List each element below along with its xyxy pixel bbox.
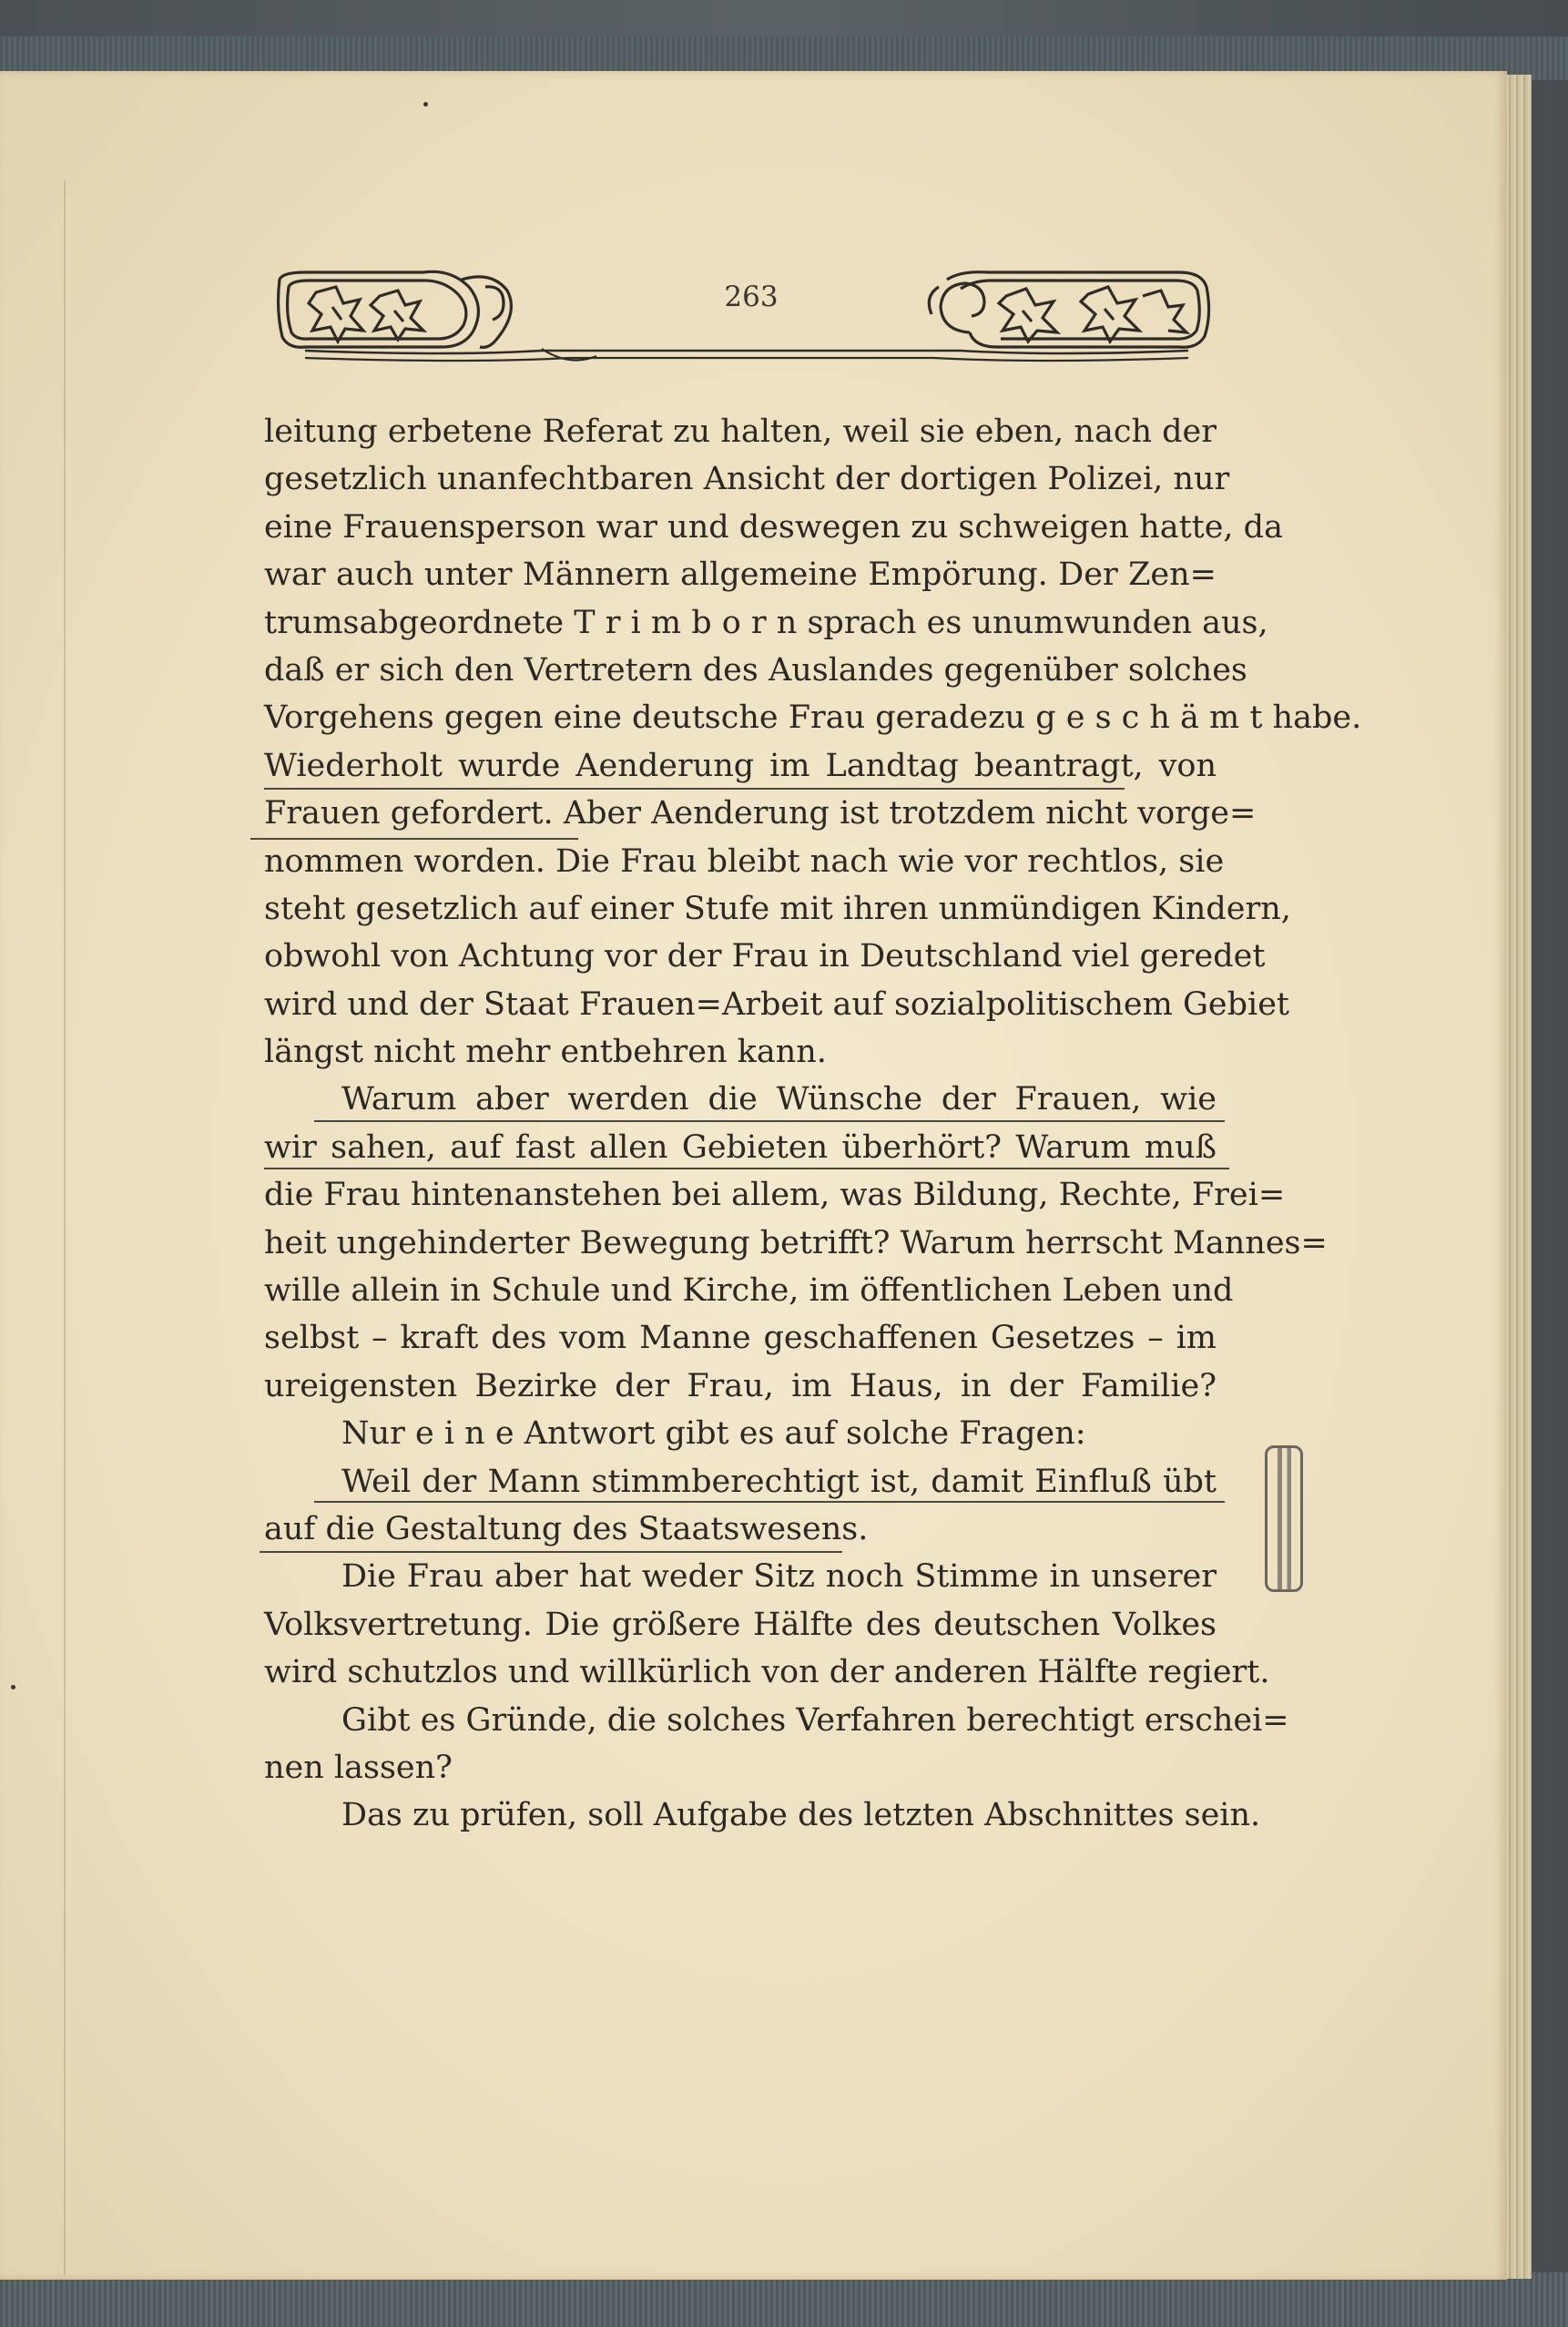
gutter-fold [64, 180, 66, 2275]
text-line: heit ungehinderter Bewegung betrifft? Warum herrscht Mannes= [264, 1224, 1328, 1261]
text-line: auf die Gestaltung des Staatswesens. [264, 1510, 869, 1547]
text-line: war auch unter Männern allgemeine Empörung. Der Zen= [264, 556, 1217, 594]
text-line: wille allein in Schule und Kirche, im öffentlichen Leben und [264, 1272, 1234, 1310]
text-line: nommen worden. Die Frau bleibt nach wie vor rechtlos, sie [264, 842, 1225, 880]
text-line: Nur e i n e Antwort gibt es auf solche Fragen: [341, 1415, 1086, 1453]
text-line: wird schutzlos und willkürlich von der anderen Hälfte regiert. [264, 1654, 1270, 1691]
text-line: selbst – kraft des vom Manne geschaffenen Gesetzes – im [264, 1320, 1217, 1357]
body-text [264, 408, 1362, 1840]
text-line: Die Frau aber hat weder Sitz noch Stimme in unserer [341, 1558, 1217, 1596]
text-line: obwohl von Achtung vor der Frau in Deutschland viel geredet [264, 938, 1266, 975]
text-line: eine Frauensperson war und deswegen zu schweigen hatte, da [264, 508, 1283, 546]
text-line: Frauen gefordert. Aber Aenderung ist trotzdem nicht vorge= [264, 795, 1257, 832]
pencil-underline [314, 1501, 1225, 1503]
pencil-underline [260, 1551, 842, 1553]
text-line: steht gesetzlich auf einer Stufe mit ihren unmündigen Kindern, [264, 890, 1291, 927]
cover-cloth-bottom [0, 2272, 1568, 2327]
pencil-underline [314, 1120, 1225, 1122]
page-speck [423, 102, 428, 107]
text-line: Das zu prüfen, soll Aufgabe des letzten Abschnittes sein. [341, 1797, 1261, 1834]
text-line: Gibt es Gründe, die solches Verfahren berechtigt erschei= [341, 1701, 1289, 1739]
text-line: nen lassen? [264, 1749, 453, 1786]
text-line: die Frau hintenanstehen bei allem, was Bildung, Rechte, Frei= [264, 1177, 1286, 1214]
pencil-underline [250, 838, 578, 840]
pencil-underline [264, 1168, 1229, 1169]
text-line: Weil der Mann stimmberechtigt ist, damit Einfluß übt [341, 1463, 1217, 1500]
text-line: daß er sich den Vertretern des Auslandes gegenüber solches [264, 651, 1247, 689]
text-line: wir sahen, auf fast allen Gebieten überhört? Warum muß [264, 1128, 1217, 1166]
page-number: 263 [724, 281, 779, 313]
text-line: leitung erbetene Referat zu halten, weil sie eben, nach der [264, 413, 1217, 450]
page-header [269, 260, 1234, 373]
text-line: gesetzlich unanfechtbaren Ansicht der dortigen Polizei, nur [264, 461, 1230, 498]
page-speck [11, 1685, 15, 1689]
text-line: wird und der Staat Frauen=Arbeit auf sozialpolitischem Gebiet [264, 985, 1289, 1023]
text-line: Volksvertretung. Die größere Hälfte des deutschen Volkes [264, 1606, 1217, 1643]
text-line: längst nicht mehr entbehren kann. [264, 1034, 827, 1071]
text-line: Vorgehens gegen eine deutsche Frau geradezu g e s c h ä m t habe. [264, 699, 1362, 737]
text-line: Warum aber werden die Wünsche der Frauen, wie [341, 1081, 1217, 1118]
text-line: trumsabgeordnete T r i m b o r n sprach es unumwunden aus, [264, 604, 1268, 641]
pencil-margin-bracket [1265, 1445, 1303, 1592]
text-line: ureigensten Bezirke der Frau, im Haus, in der Familie? [264, 1367, 1217, 1404]
ornament-ivy-border [269, 260, 1234, 373]
pencil-underline [264, 788, 1125, 790]
text-line: Wiederholt wurde Aenderung im Landtag beantragt, von [264, 747, 1217, 784]
